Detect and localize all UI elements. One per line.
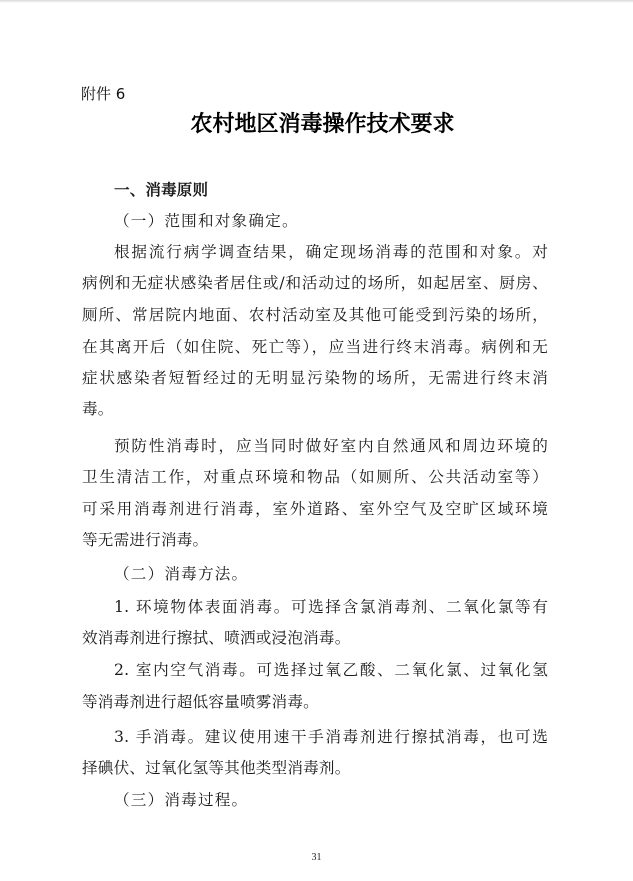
section-heading-principles: 一、消毒原则: [114, 181, 209, 199]
paragraph-line: 择碘伏、过氧化氢等其他类型消毒剂。: [82, 759, 351, 777]
attachment-label: 附件 6: [81, 85, 126, 103]
page-number: 31: [311, 852, 322, 863]
paragraph-line: 卫生清洁工作，对重点环境和物品（如厕所、公共活动室等）: [82, 468, 548, 486]
paragraph-line: 预防性消毒时，应当同时做好室内自然通风和周边环境的: [114, 437, 548, 455]
paragraph-line: 3. 手消毒。建议使用速干手消毒剂进行擦拭消毒，也可选: [114, 728, 548, 746]
paragraph-line: 等无需进行消毒。: [82, 531, 209, 549]
paragraph-line: 2. 室内空气消毒。可选择过氧乙酸、二氧化氯、过氧化氢: [114, 661, 548, 679]
paragraph-line: 可采用消毒剂进行消毒，室外道路、室外空气及空旷区域环境: [82, 500, 548, 518]
paragraph-line: 厕所、常居院内地面、农村活动室及其他可能受到污染的场所，: [82, 306, 548, 324]
paragraph-line: 在其离开后（如住院、死亡等），应当进行终末消毒。病例和无: [82, 338, 548, 356]
paragraph-line: 病例和无症状感染者居住或/和活动过的场所，如起居室、厨房、: [82, 274, 548, 292]
paragraph-line: 毒。: [82, 400, 114, 418]
paragraph-line: 等消毒剂进行超低容量喷雾消毒。: [82, 693, 319, 711]
paragraph-line: 效消毒剂进行擦拭、喷洒或浸泡消毒。: [82, 629, 351, 647]
subsection-heading-scope: （一）范围和对象确定。: [114, 212, 299, 230]
paragraph-line: 根据流行病学调查结果，确定现场消毒的范围和对象。对: [114, 243, 548, 261]
paragraph-line: 1. 环境物体表面消毒。可选择含氯消毒剂、二氧化氯等有: [114, 598, 548, 616]
subsection-heading-methods: （二）消毒方法。: [114, 565, 249, 583]
paragraph-line: 症状感染者短暂经过的无明显污染物的场所，无需进行终末消: [82, 369, 548, 387]
subsection-heading-process: （三）消毒过程。: [114, 791, 249, 809]
document-title: 农村地区消毒操作技术要求: [190, 112, 455, 137]
